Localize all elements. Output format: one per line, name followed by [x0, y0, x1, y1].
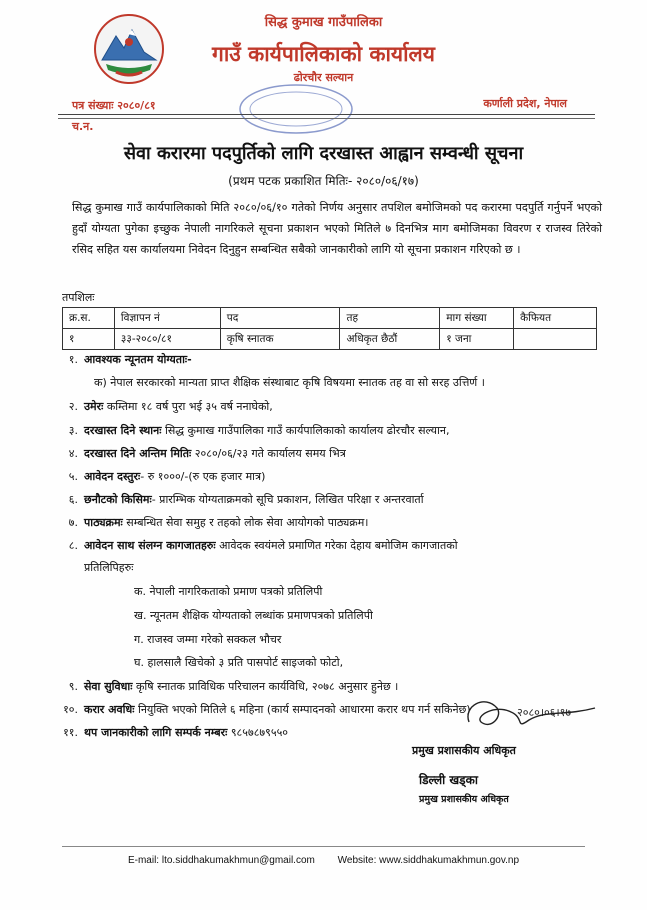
list-item: प्रतिलिपिहरुः	[84, 561, 134, 574]
letter-number: पत्र संख्याः २०८०/८१	[72, 99, 156, 112]
list-item: घ. हालसालै खिचेको ३ प्रति पासपोर्ट साइजको फोटो,	[134, 656, 344, 669]
table-header-cell: कैफियत	[514, 308, 597, 329]
signatory-role: प्रमुख प्रशासकीय अधिकृत	[412, 744, 516, 757]
list-item: क. नेपाली नागरिकताको प्रमाण पत्रको प्रतिलिपी	[134, 585, 323, 598]
signatory-role-stamp: प्रमुख प्रशासकीय अधिकृत	[419, 794, 509, 805]
table-row	[63, 329, 597, 350]
list-item: क) नेपाल सरकारको मान्यता प्राप्त शैक्षिक संस्थाबाट कृषि विषयमा स्नातक तह वा सो सरह उत्तिर्ण ।	[94, 376, 485, 389]
notice-subtitle: (प्रथम पटक प्रकाशित मितिः- २०८०/०६/१७)	[228, 174, 419, 188]
list-item: ७. पाठ्यक्रमः सम्बन्धित सेवा समुह र तहको लोक सेवा आयोगको पाठ्यक्रम।	[68, 516, 369, 529]
list-item: १०. करार अवधिः नियुक्ति भएको मितिले ६ महिना (कार्य सम्पादनको आधारमा करार थप गर्न सकिनेछ)	[63, 703, 471, 716]
office-address: ढोरचौर सल्यान	[293, 71, 354, 84]
header-divider-thin	[58, 118, 595, 119]
header-divider	[58, 114, 595, 115]
footer-email: E-mail: lto.siddhakumakhmun@gmail.com	[127, 855, 315, 866]
office-name: गाउँ कार्यपालिकाको कार्यालय	[212, 42, 435, 66]
table-header-cell: माग संख्या	[440, 308, 514, 329]
list-item: १. आवश्यक न्यूनतम योग्यताः-	[68, 353, 192, 366]
list-item: ९. सेवा सुविधाः कृषि स्नातक प्राविधिक परिचालन कार्यविधि, २०७८ अनुसार हुनेछ ।	[68, 680, 399, 693]
list-item: ५. आवेदन दस्तुरः- रु १०००/-(रु एक हजार मात्र)	[68, 470, 266, 483]
table-header-cell: विज्ञापन नं	[114, 308, 220, 329]
province-name: कर्णाली प्रदेश, नेपाल	[483, 97, 567, 110]
list-item: ख. न्यूनतम शैक्षिक योग्यताको लब्धांक प्रमाणपत्रको प्रतिलिपी	[134, 609, 373, 622]
signature-scribble-icon	[455, 686, 605, 742]
office-stamp-icon	[236, 82, 356, 136]
footer-website: Website: www.siddhakumakhmun.gov.np	[337, 855, 520, 866]
notice-title: सेवा करारमा पदपुर्तिको लागि दरखास्त आह्वान सम्वन्धी सूचना	[123, 143, 524, 164]
table-cell: कृषि स्नातक	[220, 329, 340, 350]
gaupalika-name: सिद्ध कुमाख गाउँपालिका	[264, 15, 383, 30]
vacancy-table	[62, 307, 597, 350]
intro-paragraph: सिद्ध कुमाख गाउँ कार्यपालिकाको मिति २०८०/०६/१० गतेको निर्णय अनुसार तपशिल बमोजिमको पद करारमा पदपुर्ति गर्नुपर्ने भएको हुदाँ योग्यता पुगेका इच्छुक नेपाली नागरिकले सूचना प्रकाशन भएको मितिले ७ दिनभित्र माग बमोजिमका विवरण र राजस्व तिरेको रसिद सहित यस कार्यालयमा निवेदन दिनुहुन सम्बन्धित सबैको जानकारीको लागि यो सूचना प्रकाशन गरिएको छ ।	[72, 201, 602, 256]
list-item: ४. दरखास्त दिने अन्तिम मितिः २०८०/०६/२३ गते कार्यालय समय भित्र	[68, 447, 346, 460]
signatory-name: डिल्ली खड्का	[419, 773, 478, 787]
table-cell	[514, 329, 597, 350]
table-header-cell: क्र.स.	[63, 308, 115, 329]
table-cell: १	[63, 329, 115, 350]
list-item: २. उमेरः कम्तिमा १८ वर्ष पुरा भई ३५ वर्ष ननाघेको,	[68, 400, 273, 413]
table-header-row	[63, 308, 597, 329]
list-item: ८. आवेदन साथ संलग्न कागजातहरुः आवेदक स्वयंमले प्रमाणित गरेका देहाय बमोजिम कागजातको	[68, 539, 458, 552]
table-cell: अधिकृत छैठौं	[340, 329, 440, 350]
footer-contact	[0, 855, 647, 866]
table-header-cell: तह	[340, 308, 440, 329]
table-header-cell: पद	[220, 308, 340, 329]
table-cell: १ जना	[440, 329, 514, 350]
tapasil-label: तपशिलः	[62, 291, 95, 304]
list-item: ११. थप जानकारीको लागि सम्पर्क नम्बरः ९८५७८७९५५०	[63, 726, 289, 739]
svg-text:२०८०।०६।१७: २०८०।०६।१७	[517, 706, 572, 719]
list-item: ६. छनौटको किसिमः- प्रारम्भिक योग्यताक्रमको सूचि प्रकाशन, लिखित परिक्षा र अन्तरवार्ता	[68, 493, 424, 506]
table-cell: ३३-२०८०/८१	[114, 329, 220, 350]
list-item: ३. दरखास्त दिने स्थानः सिद्ध कुमाख गाउँपालिका गाउँ कार्यपालिकाको कार्यालय ढोरचौर सल्यान,	[68, 424, 450, 437]
list-item: ग. राजस्व जम्मा गरेको सक्कल भौचर	[134, 633, 282, 646]
dispatch-number: च.न.	[72, 120, 94, 133]
footer-divider	[62, 846, 585, 847]
